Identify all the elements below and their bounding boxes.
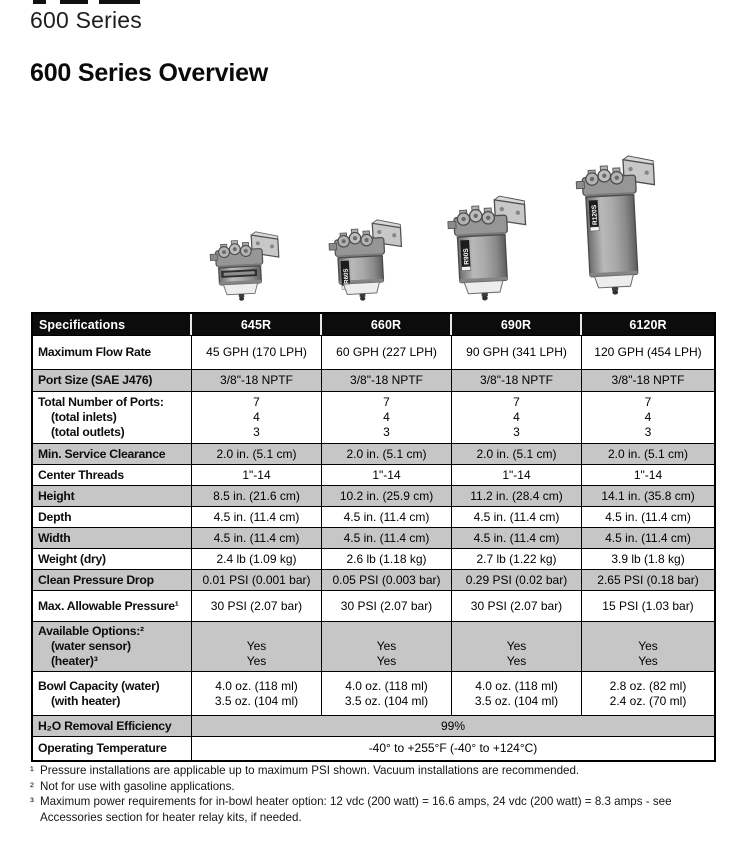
row-label-line: (with heater): [51, 693, 121, 708]
value-cell: [452, 485, 582, 506]
value-cell: [322, 671, 452, 715]
value-cell: [452, 548, 582, 569]
value-cell: [452, 621, 582, 671]
table-row: [33, 590, 714, 621]
value-line: 120 GPH (454 LPH): [594, 345, 702, 359]
value-line: 30 PSI (2.07 bar): [470, 598, 563, 613]
row-label-line: Weight (dry): [38, 551, 106, 566]
value-line: 4.5 in. (11.4 cm): [213, 509, 300, 524]
row-label-line: (water sensor): [51, 639, 131, 653]
value-line: 3: [513, 425, 520, 439]
value-cell: [582, 527, 714, 548]
value-cell: [582, 485, 714, 506]
value-line: 4.0 oz. (118 ml): [215, 678, 298, 693]
value-line: 30 PSI (2.07 bar): [340, 598, 433, 613]
value-line: 90 GPH (341 LPH): [466, 345, 567, 359]
product-body-label: R60S: [342, 268, 351, 284]
page-title: 600 Series Overview: [30, 59, 269, 87]
value-cell: [192, 506, 322, 527]
value-line: 4.5 in. (11.4 cm): [343, 530, 430, 545]
value-cell: [452, 391, 582, 443]
table-header-row: [33, 314, 714, 335]
value-cell: [322, 506, 452, 527]
value-line: 1"-14: [502, 467, 531, 482]
value-cell: [192, 671, 322, 715]
value-line: 4: [644, 410, 652, 424]
value-line: 2.0 in. (5.1 cm): [216, 446, 297, 461]
value-cell: [192, 485, 322, 506]
value-line: 15 PSI (1.03 bar): [602, 598, 694, 613]
product-body-label: R120S: [591, 204, 600, 226]
value-cell: [322, 590, 452, 621]
value-line: Yes: [246, 654, 267, 668]
value-line: 3/8"-18 NPTF: [220, 373, 293, 387]
value-cell: [582, 464, 714, 485]
row-label-line: (heater)³: [51, 654, 98, 668]
value-line: 1"-14: [372, 467, 401, 482]
table-row: [33, 485, 714, 506]
value-line: 14.1 in. (35.8 cm): [601, 488, 695, 503]
header-model-660r: 660R: [322, 314, 452, 335]
value-line: Yes: [376, 654, 397, 668]
footnote-text: Pressure installations are applicable up to maximum PSI shown. Vacuum installations are recommended.: [40, 764, 580, 777]
filter-illustration: [206, 231, 284, 301]
value-cell: [192, 464, 322, 485]
value-cell: [452, 369, 582, 391]
value-line: 2.4 oz. (70 ml): [609, 693, 687, 708]
table-row: [33, 464, 714, 485]
row-label: [33, 443, 192, 464]
row-label-line: Center Threads: [38, 467, 124, 482]
value-line: 2.7 lb (1.22 kg): [476, 551, 557, 566]
row-label-line: Height: [38, 488, 75, 503]
table-row: [33, 527, 714, 548]
value-cell: [322, 464, 452, 485]
value-cell: [582, 590, 714, 621]
value-line: 0.29 PSI (0.02 bar): [465, 572, 568, 587]
filter-illustration: [325, 219, 407, 301]
value-line: 4: [513, 410, 520, 424]
value-cell: [452, 527, 582, 548]
value-cell: [582, 548, 714, 569]
value-line: 3.5 oz. (104 ml): [344, 693, 429, 708]
value-cell: [582, 506, 714, 527]
value-cell: [582, 569, 714, 590]
product-image-690r: [444, 195, 532, 306]
value-line: 1"-14: [633, 467, 663, 482]
row-label-line: Maximum Flow Rate: [38, 345, 151, 359]
product-image-645r: [206, 231, 284, 306]
value-line: 8.5 in. (21.6 cm): [213, 488, 300, 503]
value-line: 3: [644, 425, 652, 439]
value-cell: [322, 369, 452, 391]
value-cell: [582, 443, 714, 464]
table-row: [33, 335, 714, 369]
value-line: 2.0 in. (5.1 cm): [476, 446, 557, 461]
row-label-line: Clean Pressure Drop: [38, 572, 154, 587]
value-line: 2.8 oz. (82 ml): [609, 678, 687, 693]
value-line: 10.2 in. (25.9 cm): [339, 488, 434, 503]
row-label-line: Width: [38, 530, 71, 545]
value-cell: [582, 369, 714, 391]
value-cell: [192, 369, 322, 391]
value-cell: [452, 590, 582, 621]
value-line: 2.65 PSI (0.18 bar): [597, 572, 699, 587]
table-row: [33, 391, 714, 443]
footnote-marker: ²: [30, 779, 34, 793]
value-line: 3/8"-18 NPTF: [480, 373, 553, 387]
value-line: 4.5 in. (11.4 cm): [473, 530, 560, 545]
value-line: 45 GPH (170 LPH): [206, 345, 307, 359]
value-cell: [452, 506, 582, 527]
row-label-line: Bowl Capacity (water): [38, 678, 160, 693]
row-label-line: Max. Allowable Pressure¹: [38, 598, 179, 613]
value-cell: [582, 621, 714, 671]
row-label: [33, 335, 192, 369]
value-line: 3: [253, 425, 260, 439]
footnote-text: Maximum power requirements for in-bowl heater option: 12 vdc (200 watt) = 16.6 amps, 24 vdc (200 watt) = 8.3 amps - see Accessories section for heater relay kits, if needed.: [40, 795, 672, 824]
row-label: [33, 715, 192, 736]
value-line: 60 GPH (227 LPH): [336, 345, 437, 359]
row-label: [33, 506, 192, 527]
value-cell: [582, 335, 714, 369]
value-line: 4.0 oz. (118 ml): [475, 678, 558, 693]
row-label-line: (total outlets): [51, 425, 125, 439]
value-line: 4.5 in. (11.4 cm): [605, 530, 691, 545]
value-line: 11.2 in. (28.4 cm): [470, 488, 563, 503]
row-label: [33, 548, 192, 569]
header-model-6120r: 6120R: [582, 314, 714, 335]
value-line: 0.05 PSI (0.003 bar): [332, 572, 441, 587]
value-line: 4.0 oz. (118 ml): [345, 678, 428, 693]
page-edge-artifact: [33, 0, 46, 4]
row-label: [33, 621, 192, 671]
product-image-6120r: [573, 155, 662, 300]
value-line: [194, 624, 319, 639]
value-line: 7: [383, 395, 390, 409]
value-line: 3: [383, 425, 390, 439]
row-label-line: Operating Temperature: [38, 741, 167, 755]
value-line: Yes: [638, 654, 658, 668]
filter-illustration: [573, 155, 662, 295]
value-cell: [452, 671, 582, 715]
row-label-line: Depth: [38, 509, 72, 524]
value-line: 0.01 PSI (0.001 bar): [202, 572, 311, 587]
row-label: [33, 391, 192, 443]
value-line: 30 PSI (2.07 bar): [210, 598, 303, 613]
row-label: [33, 485, 192, 506]
header-specifications: Specifications: [33, 314, 192, 335]
row-label: [33, 569, 192, 590]
product-image-660r: [325, 219, 407, 306]
value-cell: [322, 527, 452, 548]
table-row: [33, 443, 714, 464]
footnote-marker: ¹: [30, 764, 34, 777]
table-row: [33, 569, 714, 590]
spanning-value-cell: 99%: [192, 715, 714, 736]
value-line: 4.5 in. (11.4 cm): [605, 509, 691, 524]
value-cell: [322, 391, 452, 443]
value-line: Yes: [376, 639, 397, 653]
value-cell: [192, 335, 322, 369]
row-label-line: Min. Service Clearance: [38, 446, 166, 461]
table-row: [33, 671, 714, 715]
value-cell: [582, 671, 714, 715]
row-label-line: Port Size (SAE J476): [38, 373, 153, 387]
value-line: 3/8"-18 NPTF: [350, 373, 423, 387]
row-label: [33, 527, 192, 548]
filter-illustration: [444, 195, 532, 301]
row-label-line: (total inlets): [51, 410, 117, 424]
value-cell: [452, 464, 582, 485]
value-line: Yes: [246, 639, 267, 653]
value-line: 4: [253, 410, 260, 424]
series-label: 600 Series: [30, 7, 142, 33]
row-label: [33, 590, 192, 621]
value-line: 3/8"-18 NPTF: [611, 373, 685, 387]
value-line: 3.9 lb (1.8 kg): [611, 551, 685, 566]
row-label-line: H₂O Removal Efficiency: [38, 718, 172, 733]
table-row: [33, 621, 714, 671]
value-line: Yes: [506, 654, 527, 668]
table-row: [33, 506, 714, 527]
footnote: [30, 779, 720, 795]
value-line: 2.0 in. (5.1 cm): [346, 446, 427, 461]
value-cell: [192, 527, 322, 548]
row-label: [33, 736, 192, 760]
value-line: [454, 624, 579, 639]
product-image-row: [0, 148, 739, 312]
value-cell: [452, 443, 582, 464]
value-cell: [192, 621, 322, 671]
value-line: 4.5 in. (11.4 cm): [473, 509, 560, 524]
header-model-690r: 690R: [452, 314, 582, 335]
page-edge-artifact: [99, 0, 140, 4]
value-line: Yes: [638, 639, 658, 653]
row-label: [33, 671, 192, 715]
row-label: [33, 369, 192, 391]
value-line: [324, 624, 449, 639]
footnote-text: Not for use with gasoline applications.: [40, 779, 235, 793]
value-line: 7: [253, 395, 260, 409]
value-cell: [322, 335, 452, 369]
spanning-value-cell: -40° to +255°F (-40° to +124°C): [192, 736, 714, 760]
value-line: 4: [383, 410, 390, 424]
value-line: 4.5 in. (11.4 cm): [343, 509, 430, 524]
value-cell: [192, 548, 322, 569]
value-cell: [192, 443, 322, 464]
product-body-label: R90S: [462, 248, 471, 265]
value-cell: [192, 391, 322, 443]
footnotes: [30, 763, 720, 825]
value-cell: [322, 569, 452, 590]
row-label-line: Available Options:²: [38, 624, 144, 638]
value-line: 7: [644, 395, 652, 409]
value-cell: [322, 621, 452, 671]
value-line: 3.5 oz. (104 ml): [474, 693, 559, 708]
row-label-line: Total Number of Ports:: [38, 395, 164, 409]
table-row: [33, 715, 714, 736]
value-line: Yes: [506, 639, 527, 653]
footnote: [30, 763, 720, 779]
table-row: [33, 736, 714, 760]
value-cell: [452, 569, 582, 590]
row-label: [33, 464, 192, 485]
value-line: [584, 624, 712, 639]
value-cell: [452, 335, 582, 369]
page-edge-artifact: [60, 0, 88, 4]
table-row: [33, 548, 714, 569]
value-line: 1"-14: [242, 467, 271, 482]
footnote-marker: ³: [30, 795, 34, 808]
value-line: 4.5 in. (11.4 cm): [213, 530, 300, 545]
value-cell: [322, 443, 452, 464]
value-line: 3.5 oz. (104 ml): [214, 693, 299, 708]
value-line: 2.4 lb (1.09 kg): [216, 551, 297, 566]
value-line: 2.6 lb (1.18 kg): [346, 551, 427, 566]
specifications-table: [31, 312, 716, 762]
footnote: [30, 794, 720, 825]
header-model-645r: 645R: [192, 314, 322, 335]
value-cell: [322, 485, 452, 506]
value-line: 7: [513, 395, 520, 409]
value-cell: [582, 391, 714, 443]
value-cell: [192, 569, 322, 590]
value-cell: [192, 590, 322, 621]
table-row: [33, 369, 714, 391]
value-line: 2.0 in. (5.1 cm): [607, 446, 689, 461]
value-cell: [322, 548, 452, 569]
